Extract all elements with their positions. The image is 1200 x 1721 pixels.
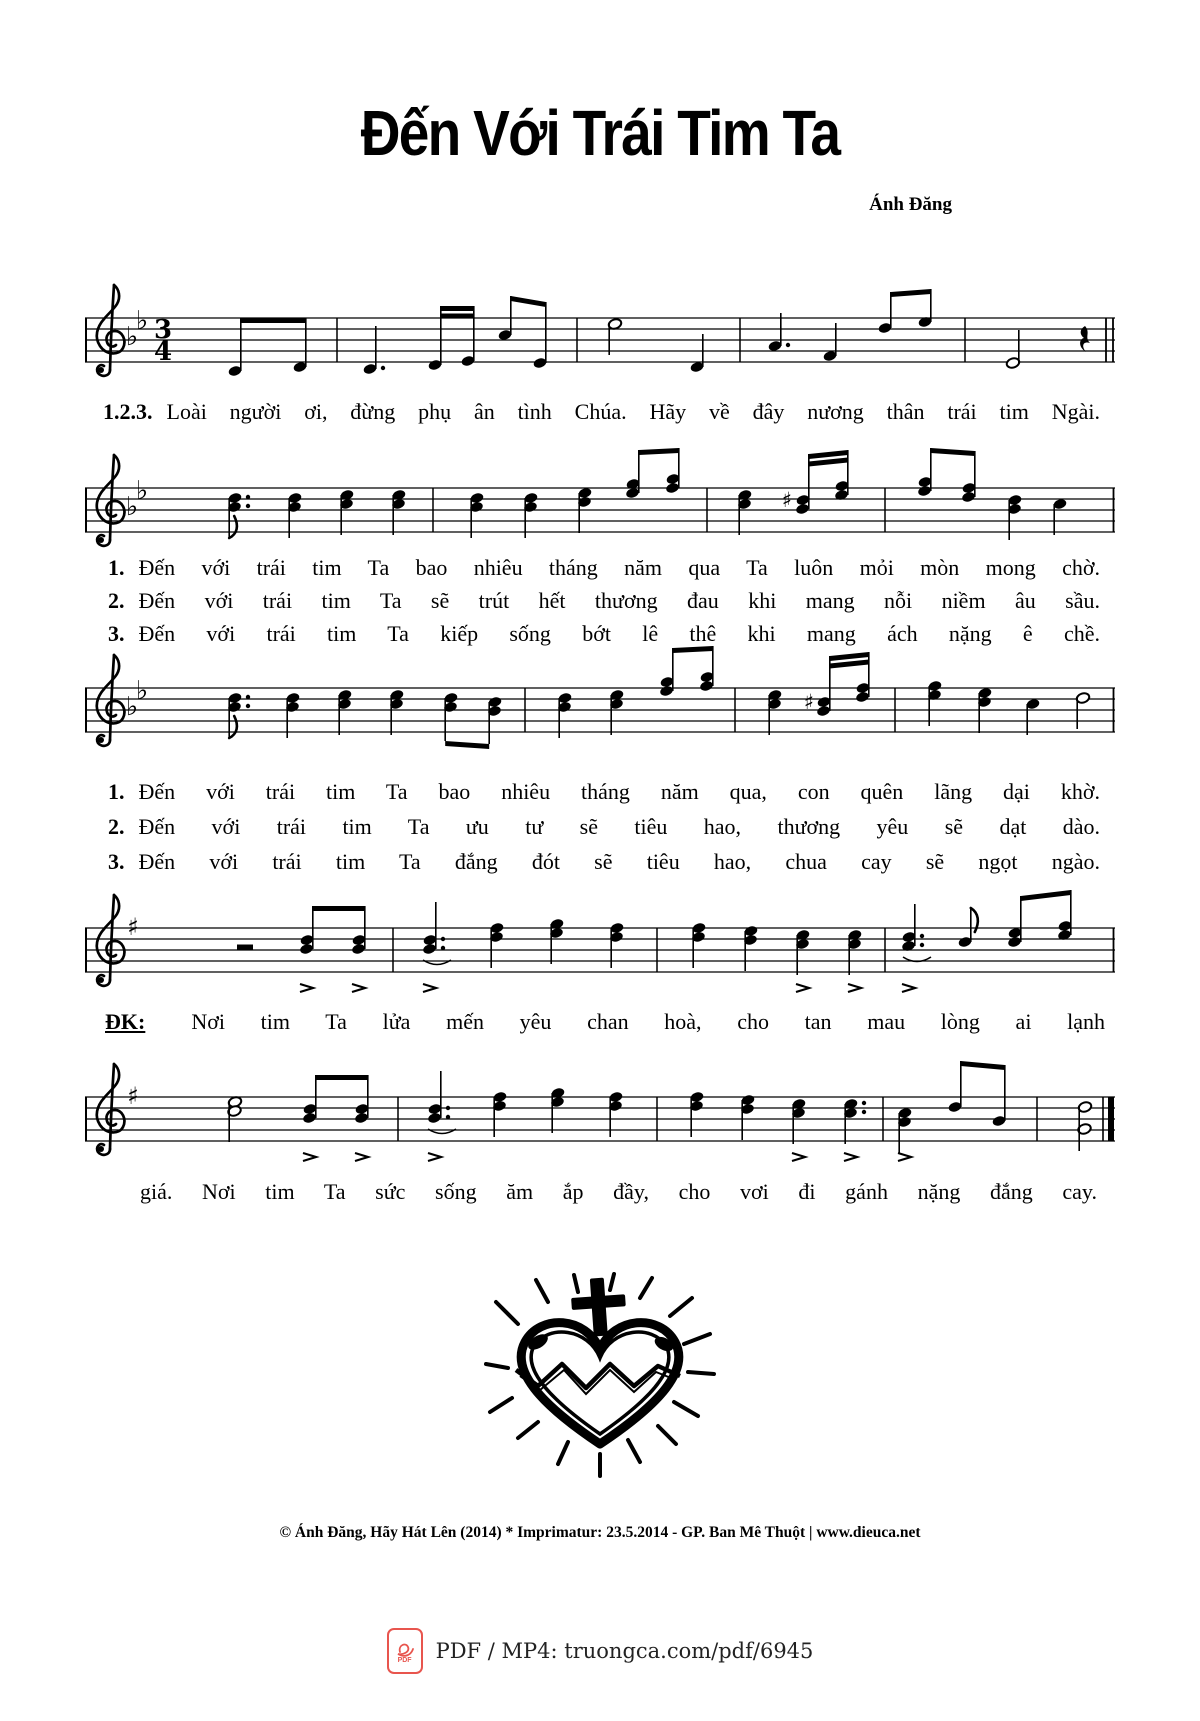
verse2-line3 [108,848,1100,875]
chorus-line1 [105,1008,1105,1035]
lyric-text: giá. Nơi tim Ta sức sống ăm ắp đầy, cho vơi đi gánh nặng đắng cay. [140,1179,1097,1204]
svg-text:♭: ♭ [125,692,139,722]
staff-system-5 [85,1047,1115,1175]
download-link[interactable] [0,1628,1200,1674]
lyric-text: Đến với trái tim Ta kiếp sống bớt lê thê khi mang ách nặng ê chề. [138,621,1100,646]
lyric-text: Đến với trái tim Ta ưu tư sẽ tiêu hao, thương yêu sẽ dạt dào. [138,814,1100,839]
svg-text:3: 3 [153,315,173,345]
download-link-text: PDF / MP4: truongca.com/pdf/6945 [435,1639,814,1663]
staff-system-4 [85,878,1115,1006]
copyright-line: © Ánh Đăng, Hãy Hát Lên (2014) * Imprimatur: 23.5.2014 - GP. Ban Mê Thuột | www.dieuca.net [279,1524,921,1541]
sacred-heart-logo [478,1272,722,1482]
svg-text:♯: ♯ [127,913,139,941]
lyric-text: Đến với trái tim Ta sẽ trút hết thương đau khi mang nỗi niềm âu sầu. [138,588,1100,613]
svg-text:♭: ♭ [135,476,149,506]
svg-text:♭: ♭ [125,492,139,522]
verse1-line1 [108,554,1100,581]
lyric-label: 3. [108,849,125,874]
verse2-line2 [108,813,1100,840]
lyric-label: 2. [108,814,125,839]
staff-system-3 [85,638,1115,758]
verse1-line2 [108,587,1100,614]
composer-name: Ánh Đăng [869,194,952,215]
svg-text:♭: ♭ [135,306,149,336]
staff-system-2 [85,438,1115,558]
lyric-text: Đến với trái tim Ta đắng đót sẽ tiêu hao, chua cay sẽ ngọt ngào. [138,849,1100,874]
lyric-text: Loài người ơi, đừng phụ ân tình Chúa. Hãy về đây nương thân trái tim Ngài. [166,399,1100,424]
lyric-label: 3. [108,621,125,646]
svg-text:♭: ♭ [135,676,149,706]
pdf-file-icon [387,1628,423,1674]
lyric-label: 1. [108,779,125,804]
verse2-line1 [108,778,1100,805]
svg-text:♯: ♯ [127,1082,139,1110]
pdf-icon-label: PDF [397,1656,412,1664]
svg-text:♭: ♭ [125,322,139,352]
lyric-label: 1. [108,555,125,580]
svg-text:♯: ♯ [803,690,815,714]
chorus-label: ĐK: [105,1009,146,1034]
svg-text:♯: ♯ [781,488,793,512]
lyric-text: Đến với trái tim Ta bao nhiêu tháng năm qua, con quên lãng dại khờ. [138,779,1100,804]
pdf-glyph [395,1639,415,1657]
lyric-text: Đến với trái tim Ta bao nhiêu tháng năm qua Ta luôn mỏi mòn mong chờ. [138,555,1100,580]
lyric-text: Nơi tim Ta lửa mến yêu chan hoà, cho tan mau lòng ai lạnh [191,1009,1105,1034]
staff-system-1 [85,268,1115,388]
lyric-intro-line [103,398,1100,425]
lyric-label: 1.2.3. [103,399,153,424]
chorus-line2 [140,1178,1097,1205]
lyric-label: 2. [108,588,125,613]
page-title: Đến Với Trái Tim Ta [360,97,840,169]
svg-text:4: 4 [153,337,173,367]
